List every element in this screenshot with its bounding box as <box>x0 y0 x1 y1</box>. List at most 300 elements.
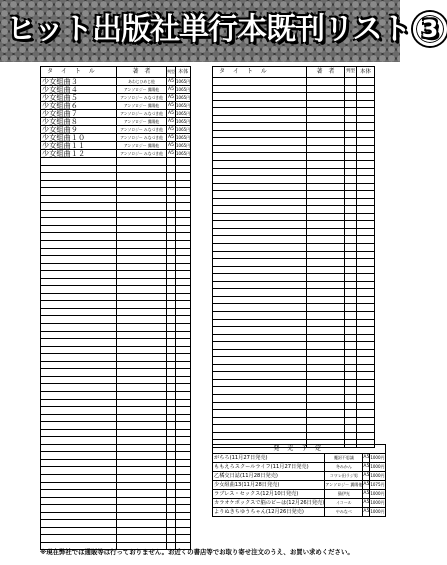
cell-price <box>357 130 375 138</box>
cell-size <box>167 482 176 490</box>
cell-author <box>117 482 167 490</box>
cell-price <box>176 293 191 301</box>
cell-author <box>307 425 345 433</box>
cell-price <box>176 490 191 498</box>
cell-size <box>167 452 176 460</box>
cell-author <box>117 331 167 339</box>
cell-price: 1065円 <box>176 79 191 84</box>
cell-author <box>117 248 167 256</box>
cell-title <box>41 165 117 173</box>
table-row <box>213 463 386 472</box>
cell-price <box>357 357 375 365</box>
cell-size <box>345 394 357 402</box>
cell-size: A5 <box>168 135 174 140</box>
cell-author <box>307 244 345 252</box>
cell-price <box>176 482 191 490</box>
table-row <box>41 505 191 513</box>
cell-author <box>117 218 167 226</box>
cell-price <box>176 527 191 535</box>
table-row <box>213 266 375 274</box>
cell-size <box>167 293 176 301</box>
cell-size <box>345 357 357 365</box>
cell-title <box>213 130 307 138</box>
cell-size <box>345 274 357 282</box>
cell-title <box>213 327 307 335</box>
cell-title <box>41 308 117 316</box>
cell-price <box>176 429 191 437</box>
table-row <box>41 195 191 203</box>
cell-size <box>345 432 357 440</box>
cell-size <box>167 301 176 309</box>
table-row <box>41 452 191 460</box>
cell-size <box>167 422 176 430</box>
cell-price <box>176 248 191 256</box>
cell-title: がちろ(11月27日発売) <box>213 454 325 463</box>
cell-title <box>213 228 307 236</box>
cell-price <box>176 497 191 505</box>
table-row <box>213 387 375 395</box>
cell-size: A5 <box>168 79 174 84</box>
cell-title <box>213 221 307 229</box>
table-row <box>41 203 191 211</box>
table-row <box>41 316 191 324</box>
cell-size <box>345 168 357 176</box>
table-row <box>213 499 386 508</box>
cell-size <box>345 236 357 244</box>
table-row <box>213 123 375 131</box>
cell-title: 少女組曲８ <box>41 118 117 126</box>
cell-price <box>176 467 191 475</box>
cell-size <box>167 490 176 498</box>
cell-title <box>41 361 117 369</box>
cell-size <box>345 100 357 108</box>
cell-price: 1065円 <box>176 135 191 140</box>
table-row <box>213 168 375 176</box>
cell-author <box>117 497 167 505</box>
cell-size: A5 <box>168 143 174 148</box>
cell-title: 少女組曲６ <box>41 102 117 110</box>
cell-author <box>117 467 167 475</box>
table-row <box>213 145 375 153</box>
cell-author <box>307 251 345 259</box>
cell-price <box>357 379 375 387</box>
table-row <box>213 410 375 418</box>
cell-price <box>176 407 191 415</box>
cell-title <box>41 527 117 535</box>
cell-price <box>176 354 191 362</box>
cell-price <box>357 228 375 236</box>
cell-author <box>117 512 167 520</box>
table-row <box>213 100 375 108</box>
cell-price: 1075円 <box>370 481 385 490</box>
cell-price <box>176 399 191 407</box>
left-table-body <box>41 78 191 550</box>
cell-title <box>41 324 117 332</box>
table-row <box>213 213 375 221</box>
table-row <box>41 399 191 407</box>
cell-author <box>307 311 345 319</box>
cell-size <box>345 213 357 221</box>
cell-price <box>357 161 375 169</box>
table-row <box>41 158 191 166</box>
cell-price <box>357 334 375 342</box>
cell-price <box>176 474 191 482</box>
cell-title: 少女組曲13(11月28日発売) <box>213 481 325 490</box>
table-row <box>213 372 375 380</box>
table-row <box>213 85 375 93</box>
col-author-header: 著 者 <box>117 67 167 78</box>
table-row <box>213 198 375 206</box>
cell-title: ラブレス・セックス(12月10日発売) <box>213 490 325 499</box>
cell-title <box>213 168 307 176</box>
cell-title <box>213 198 307 206</box>
table-row <box>41 346 191 354</box>
cell-size <box>167 339 176 347</box>
cell-size <box>167 195 176 203</box>
table-row <box>213 259 375 267</box>
cell-size <box>345 138 357 146</box>
cell-size <box>167 278 176 286</box>
col-title-header: タ イ ト ル <box>41 67 117 78</box>
cell-title <box>41 233 117 241</box>
cell-author <box>307 357 345 365</box>
cell-author <box>307 319 345 327</box>
cell-size <box>345 221 357 229</box>
cell-author <box>117 429 167 437</box>
cell-title <box>41 437 117 445</box>
cell-price <box>176 316 191 324</box>
cell-title <box>41 180 117 188</box>
cell-price <box>176 278 191 286</box>
cell-author: アンソロジー 翼陽他 <box>117 142 167 150</box>
cell-author <box>117 180 167 188</box>
cell-author <box>117 452 167 460</box>
cell-size <box>345 410 357 418</box>
page-title <box>6 10 438 50</box>
cell-price <box>176 391 191 399</box>
cell-size <box>167 512 176 520</box>
cell-size <box>345 281 357 289</box>
table-row <box>41 308 191 316</box>
cell-price <box>176 173 191 181</box>
cell-title <box>213 191 307 199</box>
cell-title <box>41 444 117 452</box>
cell-size <box>167 376 176 384</box>
cell-price <box>176 346 191 354</box>
cell-price <box>357 311 375 319</box>
release-table <box>212 444 386 517</box>
cell-size: A5 <box>168 87 174 92</box>
cell-title <box>213 410 307 418</box>
cell-title: 少女組曲４ <box>41 86 117 94</box>
cell-author <box>307 289 345 297</box>
cell-title <box>41 225 117 233</box>
table-row <box>213 130 375 138</box>
cell-size <box>167 210 176 218</box>
cell-price <box>357 327 375 335</box>
cell-size: A5 <box>363 454 370 463</box>
cell-title <box>41 241 117 249</box>
cell-author <box>117 173 167 181</box>
cell-price <box>357 138 375 146</box>
cell-price <box>357 296 375 304</box>
cell-author <box>117 535 167 543</box>
cell-author <box>117 225 167 233</box>
cell-author <box>117 293 167 301</box>
cell-title <box>41 286 117 294</box>
cell-title <box>213 372 307 380</box>
cell-author <box>307 100 345 108</box>
cell-author <box>117 324 167 332</box>
cell-size <box>345 176 357 184</box>
cell-title <box>41 482 117 490</box>
table-row <box>213 394 375 402</box>
cell-author <box>117 354 167 362</box>
table-row <box>213 319 375 327</box>
cell-price <box>357 78 375 86</box>
cell-size <box>167 316 176 324</box>
cell-title <box>41 474 117 482</box>
volume-number-badge: 3 <box>413 12 447 46</box>
cell-size <box>167 467 176 475</box>
cell-title <box>213 100 307 108</box>
cell-price <box>357 100 375 108</box>
cell-title <box>213 342 307 350</box>
cell-size <box>167 429 176 437</box>
cell-price: 1065円 <box>176 103 191 108</box>
cell-price <box>176 339 191 347</box>
cell-author <box>307 213 345 221</box>
cell-price: 1000円 <box>370 454 385 463</box>
cell-size <box>345 349 357 357</box>
cell-author <box>117 316 167 324</box>
footer-note: ※現在弊社では通販等は行っておりません。お近くの書店等でお取り寄せ注文のうえ、お買い求めください。 <box>40 548 354 556</box>
cell-author <box>307 130 345 138</box>
cell-title <box>41 407 117 415</box>
col-author-header: 著 者 <box>307 67 345 78</box>
cell-title <box>41 535 117 543</box>
cell-price <box>176 210 191 218</box>
cell-size <box>167 225 176 233</box>
table-row <box>41 527 191 535</box>
table-row <box>213 228 375 236</box>
cell-price <box>176 384 191 392</box>
cell-title <box>213 183 307 191</box>
cell-author <box>117 444 167 452</box>
cell-author <box>117 271 167 279</box>
cell-size <box>345 130 357 138</box>
cell-title <box>213 145 307 153</box>
cell-author <box>117 308 167 316</box>
cell-author <box>307 379 345 387</box>
table-row <box>41 256 191 264</box>
cell-size <box>167 384 176 392</box>
cell-price <box>176 459 191 467</box>
cell-title <box>41 414 117 422</box>
cell-title <box>41 248 117 256</box>
cell-price: 1000円 <box>370 490 385 499</box>
cell-size <box>167 497 176 505</box>
cell-size <box>345 153 357 161</box>
cell-author: アンソロジー みなづき他 <box>117 110 167 118</box>
cell-price <box>357 410 375 418</box>
cell-author <box>307 327 345 335</box>
table-row <box>213 296 375 304</box>
cell-price: 1000円 <box>370 463 385 472</box>
cell-size <box>167 399 176 407</box>
table-row <box>213 481 386 490</box>
cell-author <box>307 221 345 229</box>
cell-title <box>41 263 117 271</box>
cell-price <box>176 505 191 513</box>
cell-price <box>176 241 191 249</box>
table-row <box>41 490 191 498</box>
cell-size <box>345 311 357 319</box>
cell-size <box>345 334 357 342</box>
table-row <box>213 236 375 244</box>
left-table <box>40 66 191 550</box>
cell-title <box>213 85 307 93</box>
cell-size <box>167 391 176 399</box>
cell-price <box>176 437 191 445</box>
cell-title <box>41 520 117 528</box>
cell-price <box>357 244 375 252</box>
table-row <box>41 384 191 392</box>
cell-author <box>307 417 345 425</box>
table-row <box>41 339 191 347</box>
cell-title: ももえろスクールライフ(11月27日発売) <box>213 463 325 472</box>
cell-author <box>117 256 167 264</box>
cell-title: 乙橘交日誌(11月28日発売) <box>213 472 325 481</box>
cell-author <box>307 145 345 153</box>
cell-size <box>345 93 357 101</box>
col-price-header: 本体 <box>176 67 191 78</box>
cell-size <box>167 188 176 196</box>
cell-title <box>213 357 307 365</box>
cell-author <box>307 266 345 274</box>
cell-price: 1000円 <box>370 499 385 508</box>
cell-title <box>213 259 307 267</box>
cell-size <box>345 206 357 214</box>
table-row <box>213 425 375 433</box>
cell-title <box>41 391 117 399</box>
release-table-body <box>213 454 386 517</box>
cell-author <box>307 191 345 199</box>
cell-author <box>117 520 167 528</box>
cell-author <box>117 437 167 445</box>
cell-price <box>357 183 375 191</box>
table-row <box>41 248 191 256</box>
cell-title <box>41 188 117 196</box>
table-row <box>213 221 375 229</box>
cell-price <box>357 304 375 312</box>
cell-author: アンソロジー 翼陽他 <box>325 481 363 490</box>
cell-author <box>307 176 345 184</box>
table-row <box>41 188 191 196</box>
table-row <box>213 281 375 289</box>
cell-price <box>176 233 191 241</box>
release-heading: 発 売 予 定 <box>213 445 386 454</box>
cell-size <box>345 319 357 327</box>
table-row <box>213 327 375 335</box>
cell-title <box>213 349 307 357</box>
cell-title <box>213 93 307 101</box>
cell-size <box>167 437 176 445</box>
cell-author <box>307 93 345 101</box>
cell-title <box>213 432 307 440</box>
table-row <box>213 153 375 161</box>
cell-size: A5 <box>168 95 174 100</box>
col-size-header: 判型 <box>345 67 357 78</box>
cell-author <box>117 407 167 415</box>
table-row <box>41 354 191 362</box>
cell-size <box>167 308 176 316</box>
table-row <box>41 331 191 339</box>
cell-price: 1065円 <box>176 127 191 132</box>
table-row <box>213 379 375 387</box>
cell-size <box>345 304 357 312</box>
cell-title <box>213 123 307 131</box>
cell-author <box>307 259 345 267</box>
cell-price <box>357 372 375 380</box>
cell-title <box>213 417 307 425</box>
cell-title <box>41 278 117 286</box>
cell-title <box>41 346 117 354</box>
table-row <box>41 180 191 188</box>
cell-price <box>176 203 191 211</box>
table-row <box>41 233 191 241</box>
cell-price <box>357 213 375 221</box>
cell-price <box>357 198 375 206</box>
cell-price <box>176 444 191 452</box>
cell-price: 1065円 <box>176 151 191 156</box>
cell-size <box>167 459 176 467</box>
cell-author <box>117 422 167 430</box>
cell-title <box>213 274 307 282</box>
cell-price <box>357 108 375 116</box>
cell-author <box>307 274 345 282</box>
cell-price <box>176 286 191 294</box>
cell-price <box>176 188 191 196</box>
cell-price <box>357 145 375 153</box>
cell-author <box>307 78 345 86</box>
cell-price <box>357 349 375 357</box>
cell-size <box>167 354 176 362</box>
cell-title <box>213 304 307 312</box>
cell-author <box>307 168 345 176</box>
cell-size <box>167 324 176 332</box>
table-row <box>213 191 375 199</box>
cell-size <box>345 191 357 199</box>
table-row <box>213 161 375 169</box>
cell-author <box>307 281 345 289</box>
cell-price <box>357 191 375 199</box>
cell-title <box>213 266 307 274</box>
table-row <box>41 437 191 445</box>
cell-author <box>307 85 345 93</box>
cell-author <box>117 339 167 347</box>
cell-size <box>345 108 357 116</box>
table-row <box>213 364 375 372</box>
cell-size: A5 <box>363 508 370 517</box>
cell-title <box>41 459 117 467</box>
cell-title <box>41 399 117 407</box>
table-row <box>41 467 191 475</box>
cell-price <box>357 85 375 93</box>
cell-price <box>176 256 191 264</box>
cell-price <box>357 281 375 289</box>
cell-size <box>167 203 176 211</box>
